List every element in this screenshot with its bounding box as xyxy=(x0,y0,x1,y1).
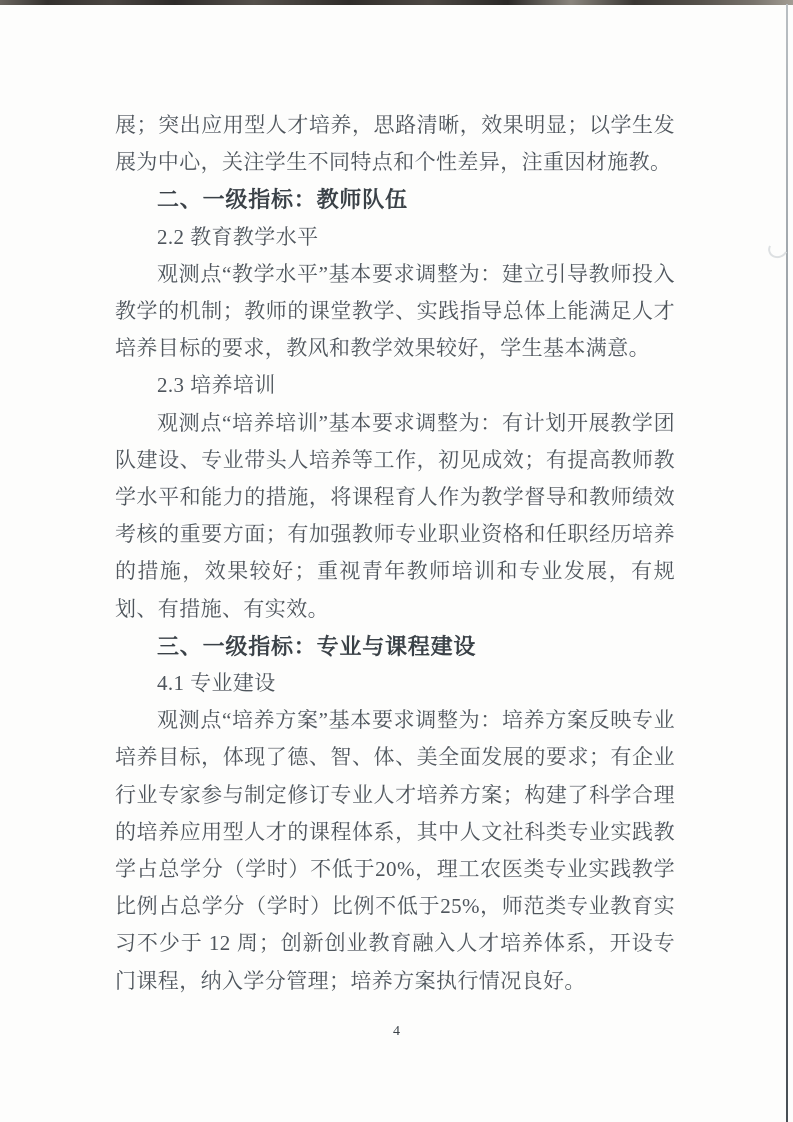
section-heading-major-curriculum: 三、一级指标：专业与课程建设 xyxy=(157,633,477,659)
paragraph-continuation: 展；突出应用型人才培养，思路清晰，效果明显；以学生发展为中心，关注学生不同特点和个性差异，注重因材施教。 xyxy=(115,113,675,175)
scan-artifact-right-edge xyxy=(786,4,788,1122)
sub-heading-2-2: 2.2 教育教学水平 xyxy=(157,224,319,249)
sub-heading-2-3: 2.3 培养培训 xyxy=(157,373,276,398)
document-text-block xyxy=(115,107,675,1000)
section-heading-teacher-team: 二、一级指标：教师队伍 xyxy=(157,187,408,213)
scan-artifact-top-band xyxy=(0,0,793,5)
paragraph-teaching-level: 观测点“教学水平”基本要求调整为：建立引导教师投入教学的机制；教师的课堂教学、实践指导总体上能满足人才培养目标的要求，教风和教学效果较好，学生基本满意。 xyxy=(115,261,675,361)
paragraph-training-plan: 观测点“培养方案”基本要求调整为：培养方案反映专业培养目标，体现了德、智、体、美全面发展的要求；有企业行业专家参与制定修订专业人才培养方案；构建了科学合理的培养应用型人才的课程体系，其中人文社科类专业实践教学占总学分（学时）不低于20%，理工农医类专业实践教学比例占总学分（学时）比例不低于25%，师范类专业教育实习不少于 12 周；创新创业教育融入人才培养体系，开设专门课程，纳入学分管理；培养方案执行情况良好。 xyxy=(115,708,675,993)
page-number: 4 xyxy=(393,1024,400,1039)
paragraph-training: 观测点“培养培训”基本要求调整为：有计划开展教学团队建设、专业带头人培养等工作，初见成效；有提高教师教学水平和能力的措施，将课程育人作为教学督导和教师绩效考核的重要方面；有加强教师专业职业资格和任职经历培养的措施，效果较好；重视青年教师培训和专业发展，有规划、有措施、有实效。 xyxy=(115,410,675,621)
sub-heading-4-1: 4.1 专业建设 xyxy=(157,671,276,696)
